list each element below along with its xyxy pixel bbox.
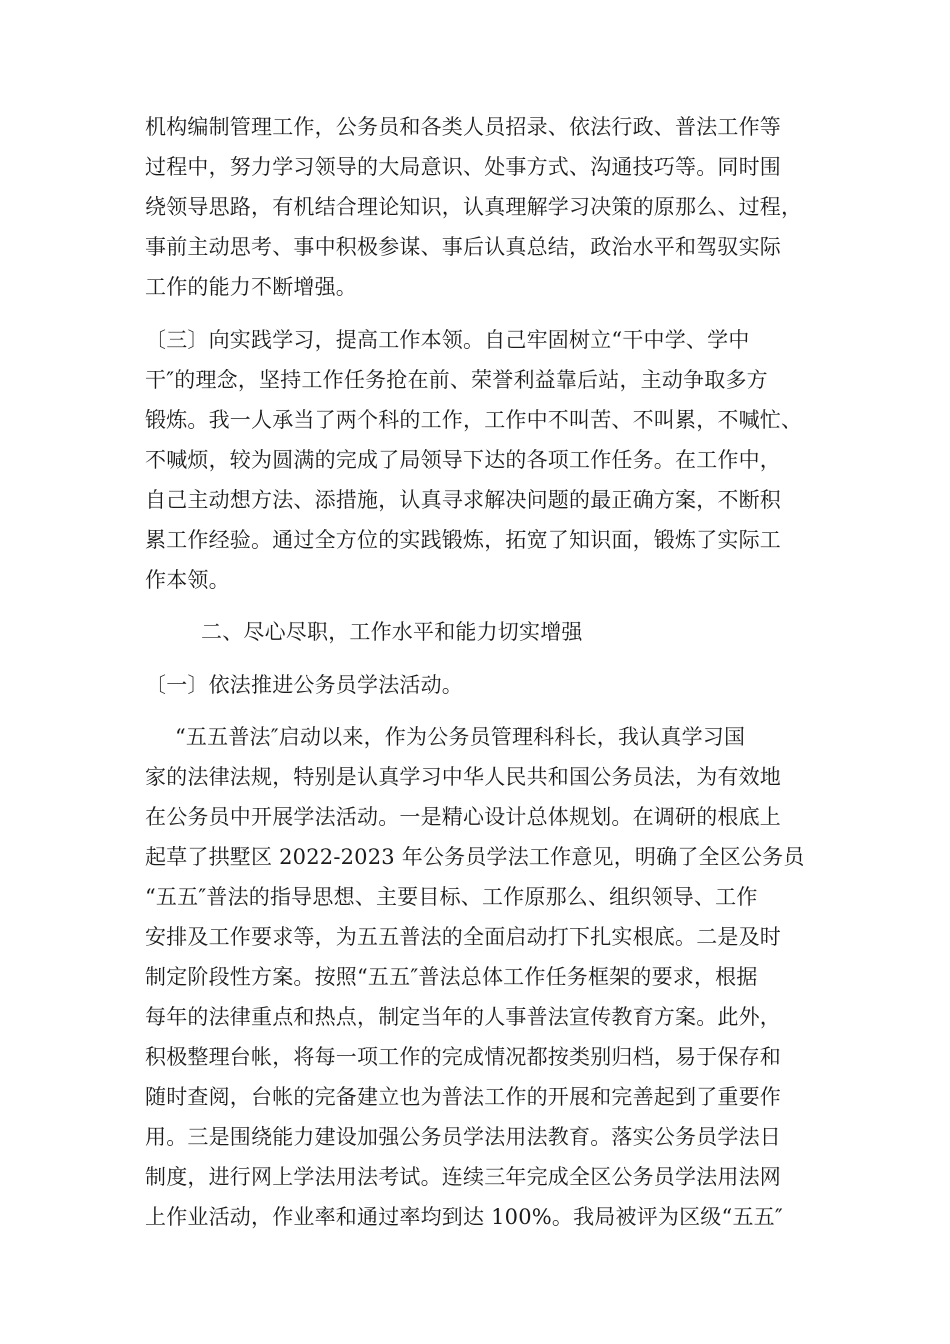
body-line: 过程中，努力学习领导的大局意识、处事方式、沟通技巧等。同时围 bbox=[145, 155, 781, 179]
body-line: 安排及工作要求等，为五五普法的全面启动打下扎实根底。二是及时 bbox=[145, 925, 781, 949]
body-line: 制定阶段性方案。按照“五五″普法总体工作任务框架的要求，根据 bbox=[145, 965, 758, 989]
section-heading-three: 〔三〕向实践学习，提高工作本领。自己牢固树立“干中学、学中 bbox=[145, 328, 750, 352]
subsection-heading-one: 〔一〕依法推进公务员学法活动。 bbox=[145, 673, 463, 697]
body-line: 绕领导思路，有机结合理论知识，认真理解学习决策的原那么、过程， bbox=[145, 195, 803, 219]
body-line: 用。三是围绕能力建设加强公务员学法用法教育。落实公务员学法日 bbox=[145, 1125, 781, 1149]
body-line: 累工作经验。通过全方位的实践锻炼，拓宽了知识面，锻炼了实际工 bbox=[145, 528, 781, 552]
body-line: 事前主动思考、事中积极参谋、事后认真总结，政治水平和驾驭实际 bbox=[145, 235, 781, 259]
body-line: 作本领。 bbox=[145, 568, 230, 592]
body-line: 工作的能力不断增强。 bbox=[145, 275, 357, 299]
body-line: 家的法律法规，特别是认真学习中华人民共和国公务员法，为有效地 bbox=[145, 765, 781, 789]
body-line: 随时查阅，台帐的完备建立也为普法工作的开展和完善起到了重要作 bbox=[145, 1085, 781, 1109]
body-line: 积极整理台帐，将每一项工作的完成情况都按类别归档，易于保存和 bbox=[145, 1045, 781, 1069]
body-line: 制度，进行网上学法用法考试。连续三年完成全区公务员学法用法网 bbox=[145, 1165, 781, 1189]
body-line: 上作业活动，作业率和通过率均到达 100%。我局被评为区级“五五″ bbox=[145, 1205, 783, 1229]
body-line: “五五″普法的指导思想、主要目标、工作原那么、组织领导、工作 bbox=[145, 885, 758, 909]
paragraph-first-line: “五五普法″启动以来，作为公务员管理科科长，我认真学习国 bbox=[175, 725, 746, 749]
body-line: 在公务员中开展学法活动。一是精心设计总体规划。在调研的根底上 bbox=[145, 805, 781, 829]
body-line: 不喊烦，较为圆满的完成了局领导下达的各项工作任务。在工作中， bbox=[145, 448, 781, 472]
body-line: 干″的理念，坚持工作任务抢在前、荣誉利益靠后站，主动争取多方 bbox=[145, 368, 768, 392]
body-line: 自己主动想方法、添措施，认真寻求解决问题的最正确方案，不断积 bbox=[145, 488, 781, 512]
body-line: 机构编制管理工作，公务员和各类人员招录、依法行政、普法工作等 bbox=[145, 115, 781, 139]
body-line: 锻炼。我一人承当了两个科的工作，工作中不叫苦、不叫累，不喊忙、 bbox=[145, 408, 803, 432]
section-heading-two: 二、尽心尽职，工作水平和能力切实增强 bbox=[201, 620, 583, 644]
body-line: 每年的法律重点和热点，制定当年的人事普法宣传教育方案。此外， bbox=[145, 1005, 781, 1029]
body-line: 起草了拱墅区 2022-2023 年公务员学法工作意见，明确了全区公务员 bbox=[145, 845, 805, 869]
